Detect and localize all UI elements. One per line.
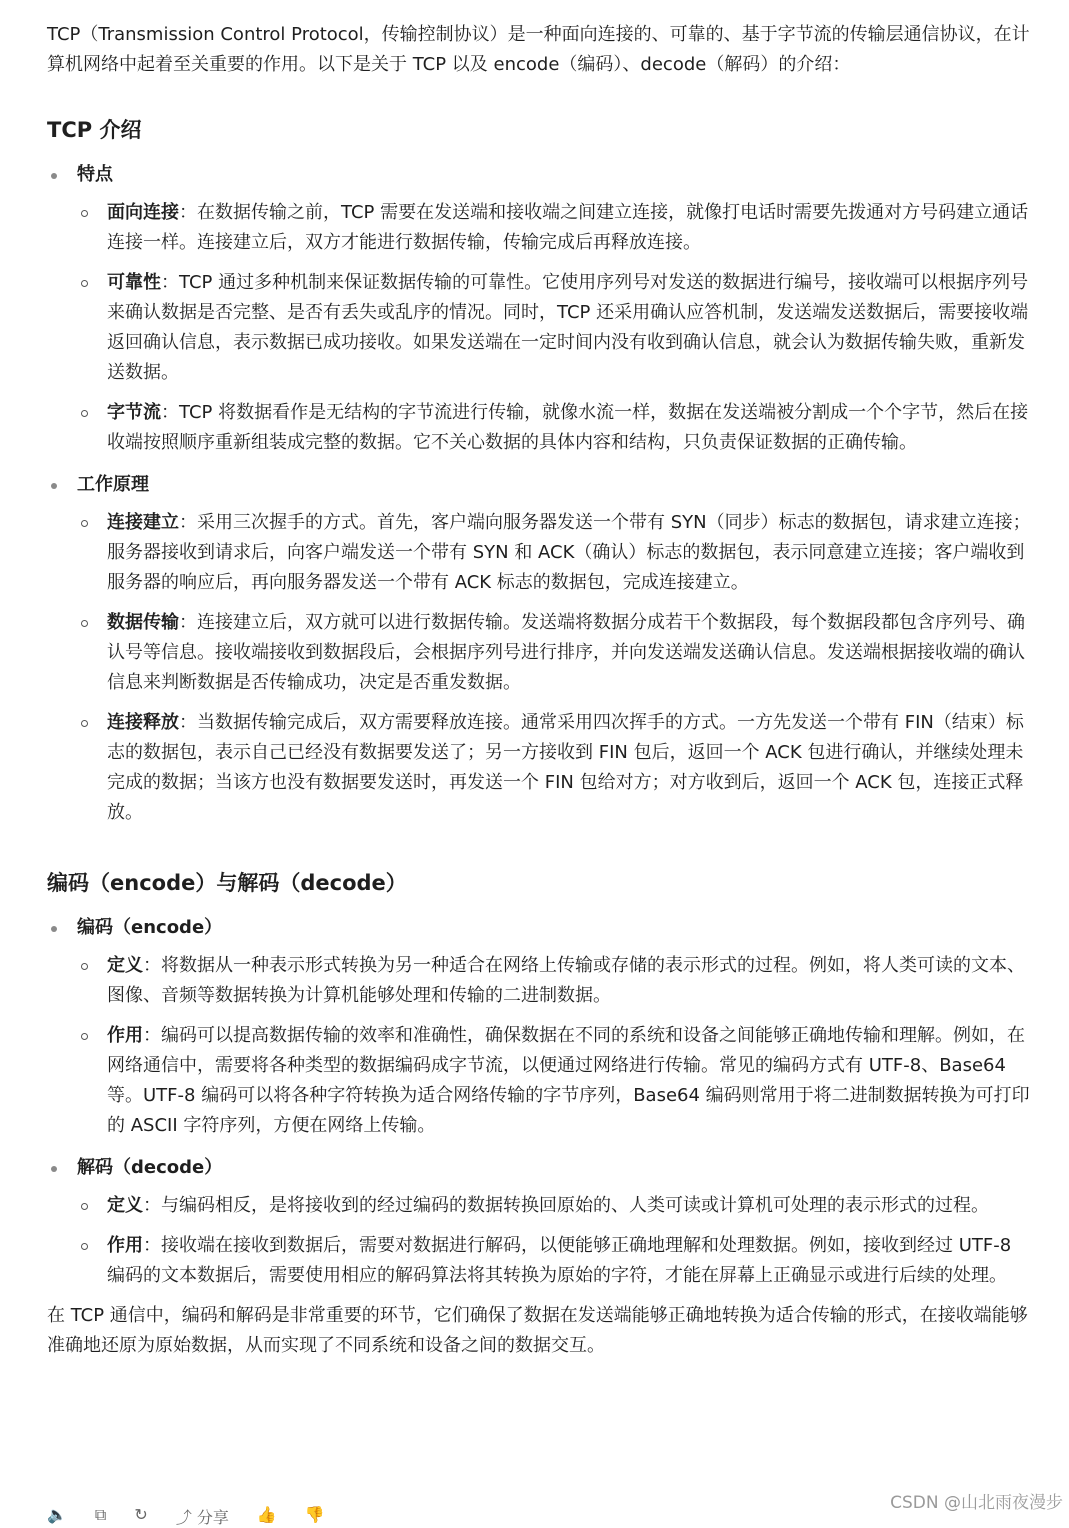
item-text: 将数据从一种表示形式转换为另一种适合在网络上传输或存储的表示形式的过程。例如，将人类可读的文本、图像、音频等数据转换为计算机能够处理和传输的二进制数据。 [107,955,1025,1006]
item-text: 在数据传输之前，TCP 需要在发送端和接收端之间建立连接，就像打电话时需要先拨通对方号码建立通话连接一样。连接建立后，双方才能进行数据传输，传输完成后再释放连接。 [107,202,1029,253]
item-term: 字节流 [107,402,161,423]
principle-item: 连接释放：当数据传输完成后，双方需要释放连接。通常采用四次挥手的方式。一方先发送一个带有 FIN（结束）标志的数据包，表示自己已经没有数据要发送了；另一方接收到 FIN 包后，返回一个 ACK 包进行确认，并继续处理未完成的数据；当该方也没有数据要发送时，再发送一个 FIN 包给对方；对方收到后，返回一个 ACK 包，连接正式释放。 [47,708,1032,828]
tcp-section-title: TCP 介绍 [47,118,142,142]
item-term: 定义 [107,1195,143,1216]
item-text: 编码可以提高数据传输的效率和准确性，确保数据在不同的系统和设备之间能够正确地传输和理解。例如，在网络通信中，需要将各种类型的数据编码成字节流，以便通过网络进行传输。常见的编码方式有 UTF-8、Base64 等。UTF-8 编码可以将各种字符转换为适合网络传输的字节序列，Base64 编码则常用于将二进制数据转换为可打印的 ASCII 字符序列，方便在网络上传输。 [107,1025,1030,1136]
encode-item: 作用：编码可以提高数据传输的效率和准确性，确保数据在不同的系统和设备之间能够正确地传输和理解。例如，在网络通信中，需要将各种类型的数据编码成字节流，以便通过网络进行传输。常见的编码方式有 UTF-8、Base64 等。UTF-8 编码可以将各种字符转换为适合网络传输的字节序列，Base64 编码则常用于将二进制数据转换为可打印的 ASCII 字符序列，方便在网络上传输。 [47,1021,1032,1141]
closing-paragraph: 在 TCP 通信中，编码和解码是非常重要的环节，它们确保了数据在发送端能够正确地转换为适合传输的形式，在接收端能够准确地还原为原始数据，从而实现了不同系统和设备之间的数据交互。 [47,1305,1028,1356]
document-body [47,20,1032,1361]
item-term: 连接建立 [107,512,179,533]
thumbs-up-icon[interactable]: 👍 [256,1505,277,1524]
decode-item: 作用：接收端在接收到数据后，需要对数据进行解码，以便能够正确地理解和处理数据。例如，接收到经过 UTF-8 编码的文本数据后，需要使用相应的解码算法将其转换为原始的字符，才能在屏幕上正确显示或进行后续的处理。 [47,1231,1032,1291]
copy-icon[interactable]: ⧉ [94,1505,107,1524]
feature-item: 字节流：TCP 将数据看作是无结构的字节流进行传输，就像水流一样，数据在发送端被分割成一个个字节，然后在接收端按照顺序重新组装成完整的数据。它不关心数据的具体内容和结构，只负责保证数据的正确传输。 [47,398,1032,458]
share-label: 分享 [196,1508,229,1527]
feature-item: 面向连接：在数据传输之前，TCP 需要在发送端和接收端之间建立连接，就像打电话时需要先拨通对方号码建立通话连接一样。连接建立后，双方才能进行数据传输，传输完成后再释放连接。 [47,198,1032,258]
principle-item: 数据传输：连接建立后，双方就可以进行数据传输。发送端将数据分成若干个数据段，每个数据段都包含序列号、确认号等信息。接收端接收到数据段后，会根据序列号进行排序，并向发送端发送确认信息。发送端根据接收端的确认信息来判断数据是否传输成功，决定是否重发数据。 [47,608,1032,698]
thumbs-down-icon[interactable]: 👎 [304,1505,325,1524]
action-toolbar [47,1505,325,1525]
item-text: 采用三次握手的方式。首先，客户端向服务器发送一个带有 SYN（同步）标志的数据包，请求建立连接；服务器接收到请求后，向客户端发送一个带有 SYN 和 ACK（确认）标志的数据包，表示同意建立连接；客户端收到服务器的响应后，再向服务器发送一个带有 ACK 标志的数据包，完成连接建立。 [107,512,1031,593]
decode-item: 定义：与编码相反，是将接收到的经过编码的数据转换回原始的、人类可读或计算机可处理的表示形式的过程。 [47,1191,1032,1221]
item-term: 作用 [107,1235,143,1256]
decode-heading: 解码（decode） [47,1153,1032,1183]
codec-section-title: 编码（encode）与解码（decode） [47,871,407,895]
intro-paragraph: TCP（Transmission Control Protocol，传输控制协议）是一种面向连接的、可靠的、基于字节流的传输层通信协议，在计算机网络中起着至关重要的作用。以下是关于 TCP 以及 encode（编码）、decode（解码）的介绍： [47,24,1030,75]
item-term: 作用 [107,1025,143,1046]
item-text: TCP 通过多种机制来保证数据传输的可靠性。它使用序列号对发送的数据进行编号，接收端可以根据序列号来确认数据是否完整、是否有丢失或乱序的情况。同时，TCP 还采用确认应答机制，发送端发送数据后，需要接收端返回确认信息，表示数据已成功接收。如果发送端在一定时间内没有收到确认信息，就会认为数据传输失败，重新发送数据。 [107,272,1029,383]
item-text: TCP 将数据看作是无结构的字节流进行传输，就像水流一样，数据在发送端被分割成一个个字节，然后在接收端按照顺序重新组装成完整的数据。它不关心数据的具体内容和结构，只负责保证数据的正确传输。 [107,402,1029,453]
item-term: 定义 [107,955,143,976]
feature-item: 可靠性：TCP 通过多种机制来保证数据传输的可靠性。它使用序列号对发送的数据进行编号，接收端可以根据序列号来确认数据是否完整、是否有丢失或乱序的情况。同时，TCP 还采用确认应答机制，发送端发送数据后，需要接收端返回确认信息，表示数据已成功接收。如果发送端在一定时间内没有收到确认信息，就会认为数据传输失败，重新发送数据。 [47,268,1032,388]
principles-heading: 工作原理 [47,470,1032,500]
encode-item: 定义：将数据从一种表示形式转换为另一种适合在网络上传输或存储的表示形式的过程。例如，将人类可读的文本、图像、音频等数据转换为计算机能够处理和传输的二进制数据。 [47,951,1032,1011]
item-term: 面向连接 [107,202,179,223]
encode-heading: 编码（encode） [47,913,1032,943]
csdn-watermark: CSDN @山北雨夜漫步 [890,1493,1063,1513]
item-term: 数据传输 [107,612,179,633]
item-text: 与编码相反，是将接收到的经过编码的数据转换回原始的、人类可读或计算机可处理的表示形式的过程。 [161,1195,989,1216]
item-text: 当数据传输完成后，双方需要释放连接。通常采用四次挥手的方式。一方先发送一个带有 FIN（结束）标志的数据包，表示自己已经没有数据要发送了；另一方接收到 FIN 包后，返回一个 ACK 包进行确认，并继续处理未完成的数据；当该方也没有数据要发送时，再发送一个 FIN 包给对方；对方收到后，返回一个 ACK 包，连接正式释放。 [107,712,1024,823]
item-term: 可靠性 [107,272,161,293]
refresh-icon[interactable]: ↻ [134,1505,148,1524]
share-button[interactable]: ⤴ 分享 [176,1505,229,1525]
principle-item: 连接建立：采用三次握手的方式。首先，客户端向服务器发送一个带有 SYN（同步）标志的数据包，请求建立连接；服务器接收到请求后，向客户端发送一个带有 SYN 和 ACK（确认）标志的数据包，表示同意建立连接；客户端收到服务器的响应后，再向服务器发送一个带有 ACK 标志的数据包，完成连接建立。 [47,508,1032,598]
item-term: 连接释放 [107,712,179,733]
features-heading: 特点 [47,160,1032,190]
item-text: 接收端在接收到数据后，需要对数据进行解码，以便能够正确地理解和处理数据。例如，接收到经过 UTF-8 编码的文本数据后，需要使用相应的解码算法将其转换为原始的字符，才能在屏幕上正确显示或进行后续的处理。 [107,1235,1012,1286]
speaker-icon[interactable]: 🔈 [47,1505,67,1524]
item-text: 连接建立后，双方就可以进行数据传输。发送端将数据分成若干个数据段，每个数据段都包含序列号、确认号等信息。接收端接收到数据段后，会根据序列号进行排序，并向发送端发送确认信息。发送端根据接收端的确认信息来判断数据是否传输成功，决定是否重发数据。 [107,612,1025,693]
